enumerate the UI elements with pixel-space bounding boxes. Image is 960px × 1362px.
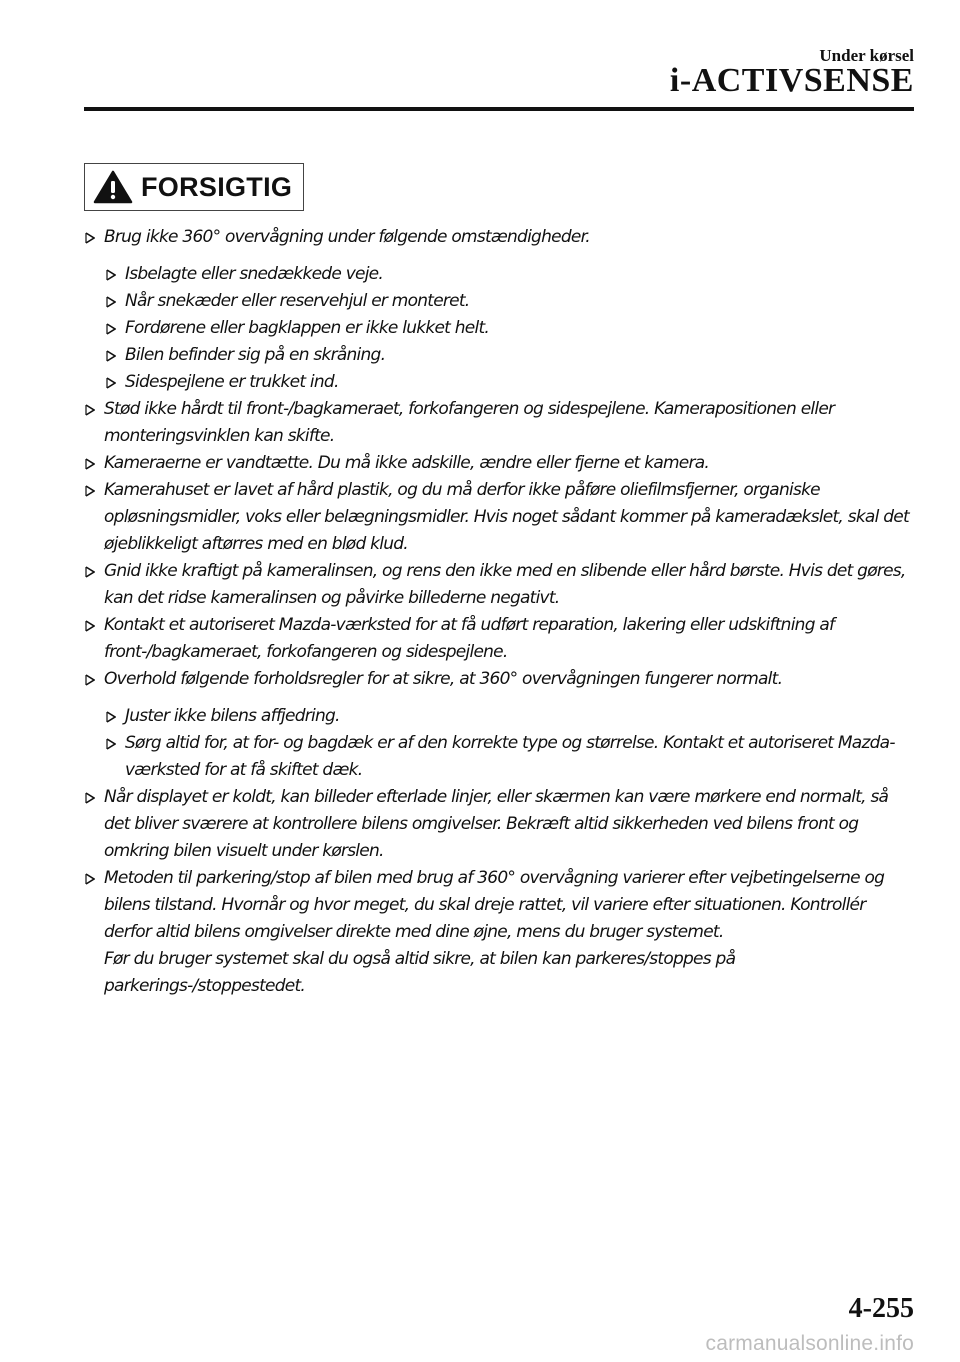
list-item <box>105 369 916 396</box>
site-watermark: carmanualsonline.info <box>705 1332 914 1355</box>
list-item <box>105 342 916 369</box>
chapter-title: i-ACTIVSENSE <box>669 62 914 99</box>
list-item <box>84 450 916 477</box>
arrow-bullet-icon <box>85 792 95 804</box>
list-item-continuation: Før du bruger systemet skal du også altid sikre, at bilen kan parkeres/stoppes på parkerings-/stoppestedet. <box>104 949 736 996</box>
arrow-bullet-icon <box>106 296 116 308</box>
list-item-text: Stød ikke hårdt til front-/bagkameraet, forkofangeren og sidespejlene. Kamerapositionen eller monteringsvinklen kan skifte. <box>104 399 835 446</box>
arrow-bullet-icon <box>106 711 116 723</box>
list-item-text: Sørg altid for, at for- og bagdæk er af den korrekte type og størrelse. Kontakt et autoriseret Mazda-værksted for at få skiftet dæk. <box>125 733 895 780</box>
list-item <box>84 865 916 1000</box>
list-item <box>84 784 916 865</box>
list-item-text: Kamerahuset er lavet af hård plastik, og du må derfor ikke påføre oliefilmsfjerner, organiske opløsningsmidler, voks eller belægningsmidler. Hvis noget sådant kommer på kameradækslet, skal det øjeblikkeligt aftørres med en blød klud. <box>104 480 909 554</box>
arrow-bullet-icon <box>85 485 95 497</box>
list-item-text: Metoden til parkering/stop af bilen med brug af 360° overvågning varierer efter vejbetingelserne og bilens tilstand. Hvornår og hvor meget, du skal dreje rattet, vil variere efter situationen. Kontrollér derfor altid bilens omgivelser direkte med dine øjne, mens du bruger systemet. <box>104 868 885 942</box>
page-number: 4-255 <box>848 1293 914 1324</box>
list-item <box>105 703 916 730</box>
list-item-text: Bilen befinder sig på en skråning. <box>125 345 386 365</box>
header-divider <box>84 107 914 111</box>
arrow-bullet-icon <box>106 350 116 362</box>
caution-list <box>84 224 916 1000</box>
arrow-bullet-icon <box>85 566 95 578</box>
arrow-bullet-icon <box>85 458 95 470</box>
list-item <box>84 477 916 558</box>
arrow-bullet-icon <box>106 738 116 750</box>
list-item <box>105 315 916 342</box>
arrow-bullet-icon <box>85 674 95 686</box>
arrow-bullet-icon <box>85 620 95 632</box>
list-item <box>84 612 916 666</box>
caution-heading-box <box>84 163 304 211</box>
list-item-text: Kontakt et autoriseret Mazda-værksted for at få udført reparation, lakering eller udskiftning af front-/bagkameraet, forkofangeren og sidespejlene. <box>104 615 835 662</box>
list-item-text: Gnid ikke kraftigt på kameralinsen, og rens den ikke med en slibende eller hård børste. Hvis det gøres, kan det ridse kameralinsen og påvirke billederne negativt. <box>104 561 906 608</box>
warning-triangle-icon <box>93 170 133 204</box>
list-item-text: Juster ikke bilens affjedring. <box>125 706 340 726</box>
list-item <box>105 261 916 288</box>
arrow-bullet-icon <box>85 873 95 885</box>
list-item <box>105 288 916 315</box>
arrow-bullet-icon <box>85 404 95 416</box>
arrow-bullet-icon <box>106 269 116 281</box>
list-item-text: Kameraerne er vandtætte. Du må ikke adskille, ændre eller fjerne et kamera. <box>104 453 710 473</box>
list-item-text: Overhold følgende forholdsregler for at sikre, at 360° overvågningen fungerer normalt. <box>104 669 783 689</box>
list-item-text: Fordørene eller bagklappen er ikke lukket helt. <box>125 318 490 338</box>
list-item <box>84 558 916 612</box>
list-item-text: Sidespejlene er trukket ind. <box>125 372 339 392</box>
arrow-bullet-icon <box>85 232 95 244</box>
section-label: Under kørsel <box>819 46 914 65</box>
list-item <box>105 730 916 784</box>
list-item-text: Når displayet er koldt, kan billeder efterlade linjer, eller skærmen kan være mørkere end normalt, så det bliver sværere at kontrollere bilens omgivelser. Bekræft altid sikkerheden ved bilens front og omkring bilen visuelt under kørslen. <box>104 787 889 861</box>
caution-title: FORSIGTIG <box>141 171 293 202</box>
list-item-text: Isbelagte eller snedækkede veje. <box>125 264 384 284</box>
list-item <box>84 666 916 693</box>
list-item-text: Brug ikke 360° overvågning under følgende omstændigheder. <box>104 227 590 247</box>
arrow-bullet-icon <box>106 323 116 335</box>
list-item-text: Når snekæder eller reservehjul er monteret. <box>125 291 470 311</box>
list-item <box>84 396 916 450</box>
list-item <box>84 224 916 251</box>
arrow-bullet-icon <box>106 377 116 389</box>
